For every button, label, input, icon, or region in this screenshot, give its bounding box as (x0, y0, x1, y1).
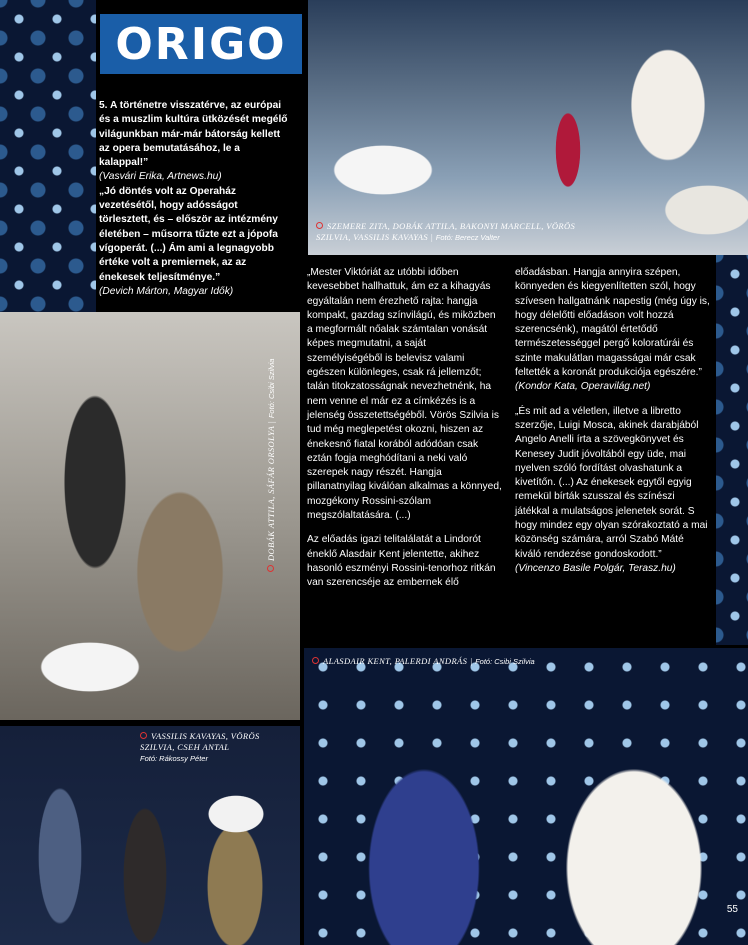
photo-top-caption-text: SZEMERE ZITA, DOBÁK ATTILA, BAKONYI MARCELL, VÖRÖS SZILVIA, VASSILIS KAVAYAS (316, 221, 576, 242)
sidebar-quote-source: (Devich Márton, Magyar Idők) (99, 285, 234, 297)
article-col2-paragraph-2: „És mit ad a véletlen, illetve a libretto szerzője, Luigi Mosca, akinek darabjából Angelo Anelli írta a szövegkönyvet és Kenesey Judit jóvoltából egy üde, mai nyelven szóló fordítást olvashatunk a kivetítőn. (...) Az énekesek egytől egyig remekül bírták szusszal és színészi játékkal a mulatságos jelenetek sorát. S hogy mindez egy olyan szórakoztató a mai közönség számára, arról Szabó Máté kiváló rendezése gondoskodott.” (515, 405, 708, 560)
photo-bottom-left-caption-text: VASSILIS KAVAYAS, VÖRÖS SZILVIA, CSEH ANTAL (140, 731, 260, 752)
origo-logo (100, 14, 302, 74)
sidebar-quote: „Jó döntés volt az Operaház vezetésétől, hogy adósságot törlesztett, és – először az intézmény életében – műsorra tűzte ezt a jópofa vígoperát. (...) Ám ami a legnagyobb értéke volt a premiernek, az az énekesek teljesítménye.” (99, 185, 278, 283)
photo-bottom-right (304, 648, 748, 945)
article-col2-source-1: (Kondor Kata, Operavilág.net) (515, 381, 651, 393)
photo-left-caption-text: DOBÁK ATTILA, SÁFÁR ORSOLYA (266, 425, 276, 561)
page-number: 55 (726, 904, 738, 915)
sidebar-quotes (99, 99, 289, 299)
photo-left-credit: Fotó: Csibi Szilvia (267, 358, 276, 419)
article-col2-paragraph-1: előadásban. Hangja annyira szépen, könnyeden és kiegyenlítetten szól, hogy szívesen hallgatnánk napestig (még úgy is, hogy délelőtti előadáson volt hozzá szerencsénk), magától értetődő természetességgel pergő koloratúrái és szinte makulátlan magasságai már csak feltették a koronát produkciója egészére.” (515, 267, 710, 379)
photo-top-caption: SZEMERE ZITA, DOBÁK ATTILA, BAKONYI MARCELL, VÖRÖS SZILVIA, VASSILIS KAVAYAS | Fotó: Berecz Valter (316, 221, 576, 242)
photo-top-stage (308, 0, 748, 255)
caption-ring-icon (267, 565, 274, 572)
caption-ring-icon (140, 732, 147, 739)
article-col1-paragraph-2: Az előadás igazi telitalálatát a Lindorót éneklő Alasdair Kent jelentette, akihez hasonló eszményi Rossini-tenorhoz ritkán van szerencséje az embernek élő (307, 534, 496, 589)
decorative-pattern-right (716, 255, 748, 645)
photo-bottom-left-caption (140, 731, 296, 764)
photo-top-credit: Fotó: Berecz Valter (435, 233, 500, 242)
article-col2-source-2: (Vincenzo Basile Polgár, Terasz.hu) (515, 562, 676, 574)
article-column-2 (515, 266, 711, 576)
article-col1-paragraph-1: „Mester Viktóriát az utóbbi időben kevesebbet hallhattuk, ám ez a kihagyás egyáltalán nem érezhető rajta: hangja kompakt, gazdag színvilágú, és miközben a megformált nőalak számtalan vonását képes megmutatni, a saját személyiségéből is belevisz valami egészen különleges, csak rá jellemzőt; talán titokzatosságnak nevezhetnénk, ha nem venne el már ez a címkézés is a jelenség összetettségéből. Vörös Szilvia is tud még meglepetést okozni, hiszen az énekesnő fiatal korából adódóan csak eztán fogja meghódítani a neki való szerepek nagy részét. Hangja pillanatnyilag kiválóan alkalmas a könnyed, mozgékony Rossini-szólam megszólaltatására. (...) (307, 267, 502, 522)
photo-left-stage (0, 312, 300, 720)
photo-bottom-right-caption-text: ALASDAIR KENT, PALERDI ANDRÁS (323, 656, 468, 666)
photo-left-caption: DOBÁK ATTILA, SÁFÁR ORSOLYA | Fotó: Csibi Szilvia (266, 359, 277, 572)
logo-text: ORIGO (115, 18, 287, 70)
article-column-1 (307, 266, 503, 591)
photo-bottom-right-credit: Fotó: Csibi Szilvia (475, 657, 535, 666)
photo-bottom-right-caption: ALASDAIR KENT, PALERDI ANDRÁS | Fotó: Csibi Szilvia (312, 656, 732, 667)
decorative-pattern-top-left (0, 0, 96, 312)
sidebar-heading-source: (Vasvári Erika, Artnews.hu) (99, 171, 222, 183)
caption-ring-icon (316, 222, 323, 229)
photo-bottom-left (0, 726, 300, 945)
caption-ring-icon (312, 657, 319, 664)
sidebar-heading: 5. A történetre visszatérve, az európai és a muszlim kultúra ütközését megélő világunkban már-már bátorság kellett az opera bemutatásához, le a kalappal!” (99, 100, 288, 169)
photo-bottom-left-credit: Fotó: Rákossy Péter (140, 754, 208, 763)
